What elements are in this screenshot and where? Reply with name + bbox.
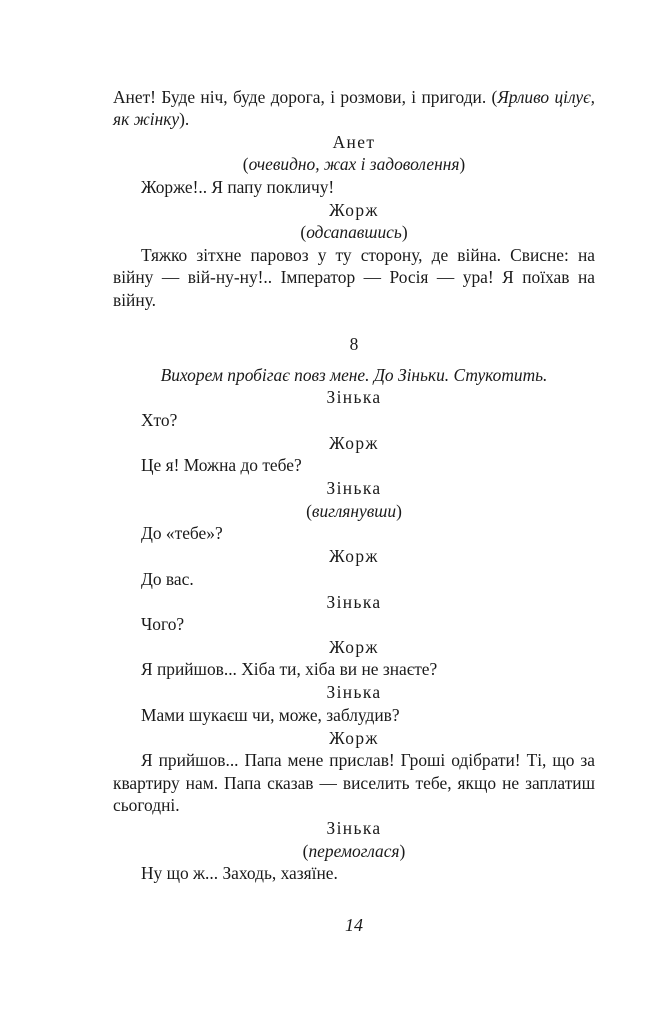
speaker-name: Зінька	[326, 592, 382, 612]
dialogue-line: Хто?	[141, 410, 178, 430]
stage-direction: (одсапавшись)	[300, 222, 408, 242]
dialogue-line: Жорже!.. Я папу покличу!	[141, 177, 335, 197]
dialogue-line: До «тебе»?	[141, 523, 223, 543]
speaker-name: Зінька	[326, 818, 382, 838]
speaker-name: Жорж	[329, 728, 379, 748]
stage-direction: (очевидно, жах і задоволення)	[242, 154, 466, 174]
text-line: Тяжко зітхне паровоз у ту сторону, де війна. Свисне: на	[141, 245, 595, 265]
dialogue-line: Це я! Можна до тебе?	[141, 455, 302, 475]
dialogue-line: Я прийшов... Хіба ти, хіба ви не знаєте?	[141, 659, 438, 679]
text-line: Анет! Буде ніч, буде дорога, і розмови, і пригоди. (Ярливо цілує,	[113, 87, 596, 107]
text-line: Я прийшов... Папа мене прислав! Гроші одібрати! Ті, що за	[141, 750, 595, 770]
text-line: квартиру нам. Папа сказав — виселить тебе, якщо не заплатиш	[113, 773, 595, 793]
section-number: 8	[349, 334, 359, 354]
text-line: війну — вій-ну-ну!.. Імператор — Росія — ура! Я поїхав на	[113, 267, 595, 287]
dialogue-line: Ну що ж... Заходь, хазяїне.	[141, 863, 338, 883]
speaker-name: Зінька	[326, 682, 382, 702]
text-line: сьогодні.	[113, 795, 180, 815]
text-line: як жінку).	[113, 109, 190, 129]
speaker-name: Зінька	[326, 478, 382, 498]
speaker-name: Анет	[332, 132, 376, 152]
dialogue-line: Мами шукаєш чи, може, заблудив?	[141, 705, 400, 725]
speaker-name: Зінька	[326, 387, 382, 407]
dialogue-line: Чого?	[141, 614, 185, 634]
dialogue-line: До вас.	[141, 569, 194, 589]
stage-direction: Вихорем пробігає повз мене. До Зіньки. Стукотить.	[160, 365, 548, 385]
speaker-name: Жорж	[329, 200, 379, 220]
speaker-name: Жорж	[329, 546, 379, 566]
stage-direction: (перемоглася)	[302, 841, 406, 861]
speaker-name: Жорж	[329, 433, 379, 453]
speaker-name: Жорж	[329, 637, 379, 657]
stage-direction: (виглянувши)	[306, 501, 402, 521]
text-line: війну.	[113, 290, 156, 310]
page-number: 14	[345, 915, 363, 935]
